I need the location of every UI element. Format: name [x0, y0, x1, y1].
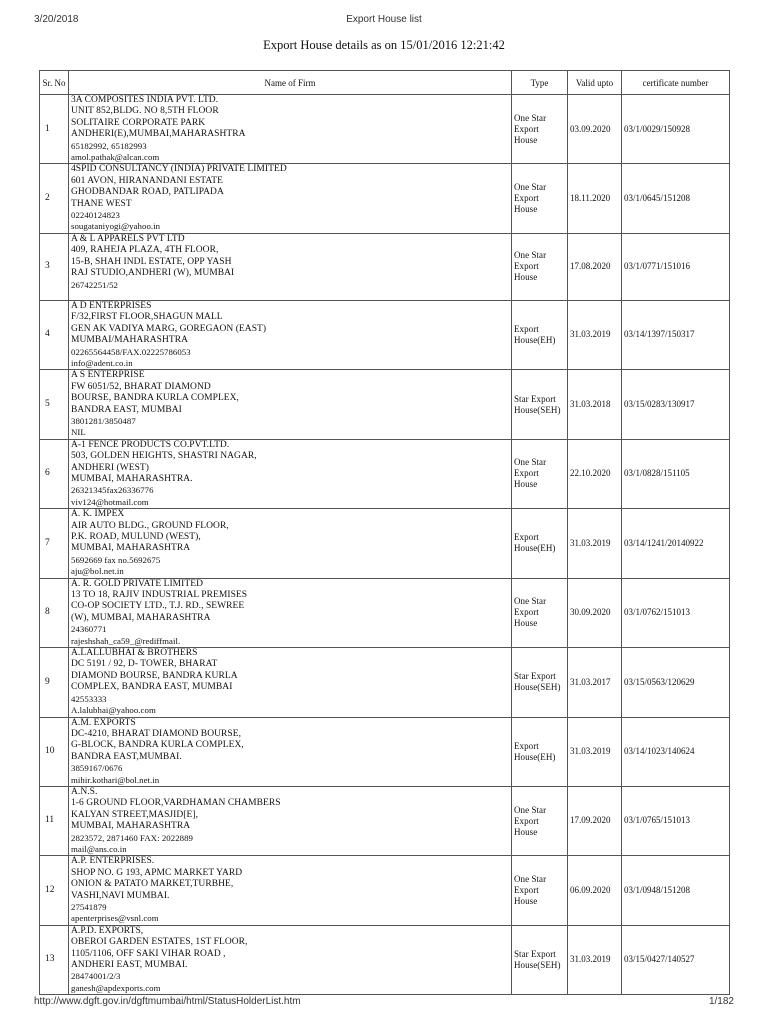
firm-details-cell: [69, 370, 512, 439]
type-line: House: [514, 272, 538, 283]
firm-detail-line: A.lalubhai@yahoo.com: [71, 705, 156, 716]
firm-detail-line: GHODBANDAR ROAD, PATLIPADA: [71, 187, 224, 198]
certificate-number-cell: 03/1/0771/151016: [622, 233, 730, 300]
type-cell: [512, 717, 568, 786]
valid-upto-cell: 31.03.2018: [568, 370, 622, 439]
firm-details-cell: [69, 648, 512, 717]
certificate-number-cell: 03/1/0762/151013: [622, 578, 730, 647]
valid-upto-cell: 03.09.2020: [568, 95, 622, 164]
type-cell: [512, 509, 568, 578]
type-cell: [512, 370, 568, 439]
type-line: House(SEH): [514, 960, 561, 971]
certificate-number-cell: 03/1/0948/151208: [622, 856, 730, 925]
firm-detail-line: 2823572, 2871460 FAX: 2022889: [71, 832, 194, 843]
firm-detail-line: FW 6051/52, BHARAT DIAMOND: [71, 381, 211, 392]
table-row: [40, 300, 730, 369]
firm-detail-line: MUMBAI, MAHARASHTRA: [71, 543, 191, 554]
type-line: Export: [514, 740, 539, 751]
type-line: House: [514, 134, 538, 145]
valid-upto-cell: 31.03.2019: [568, 509, 622, 578]
firm-detail-line: apenterprises@vsnl.com: [71, 913, 159, 924]
firm-detail-line: 26321345fax26336776: [71, 485, 154, 496]
table-row: [40, 786, 730, 855]
firm-detail-line: (W), MUMBAI, MAHARASHTRA: [71, 612, 211, 623]
firm-name: 4SPID CONSULTANCY (INDIA) PRIVATE LIMITED: [71, 164, 287, 175]
type-line: Export: [514, 468, 539, 479]
table-row: [40, 439, 730, 508]
serial-number-cell: 12: [40, 856, 69, 925]
firm-detail-line: SOLITAIRE CORPORATE PARK: [71, 117, 206, 128]
firm-detail-line: MUMBAI/MAHARASHTRA: [71, 335, 189, 346]
firm-detail-line: THANE WEST: [71, 198, 132, 209]
status-holder-table-wrap: [39, 70, 729, 995]
type-line: One Star: [514, 250, 547, 261]
type-cell: [512, 233, 568, 300]
firm-details-cell: [69, 925, 512, 994]
firm-name: A. R. GOLD PRIVATE LIMITED: [71, 578, 204, 589]
type-line: House(EH): [514, 543, 556, 554]
firm-name: A.N.S.: [71, 786, 98, 797]
certificate-number-cell: 03/1/0029/150928: [622, 95, 730, 164]
firm-detail-line: 13 TO 18, RAJIV INDUSTRIAL PREMISES: [71, 590, 248, 601]
type-line: House: [514, 618, 538, 629]
firm-detail-line: info@adent.co.in: [71, 357, 133, 368]
type-line: One Star: [514, 596, 547, 607]
print-header: [34, 14, 734, 28]
table-row: [40, 578, 730, 647]
firm-detail-line: 28474001/2/3: [71, 971, 121, 982]
firm-detail-line: ANDHERI EAST, MUMBAI.: [71, 960, 188, 971]
table-row: [40, 717, 730, 786]
firm-detail-line: GEN AK VADIYA MARG, GOREGAON (EAST): [71, 323, 267, 334]
type-line: House(SEH): [514, 682, 561, 693]
firm-detail-line: DIAMOND BOURSE, BANDRA KURLA: [71, 670, 238, 681]
firm-name: A.LALLUBHAI & BROTHERS: [71, 648, 198, 659]
firm-detail-line: P.K. ROAD, MULUND (WEST),: [71, 532, 201, 542]
firm-name: A.M. EXPORTS: [71, 717, 136, 728]
certificate-number-cell: 03/14/1023/140624: [622, 717, 730, 786]
firm-name: A-1 FENCE PRODUCTS CO.PVT.LTD.: [71, 439, 230, 450]
table-row: [40, 925, 730, 994]
type-cell: [512, 925, 568, 994]
serial-number-cell: 9: [40, 648, 69, 717]
page-heading: Export House details as on 15/01/2016 12:21:42: [263, 38, 505, 52]
table-body: [40, 95, 730, 995]
serial-number-cell: 7: [40, 509, 69, 578]
valid-upto-cell: 17.08.2020: [568, 233, 622, 300]
firm-detail-line: amol.pathak@alcan.com: [71, 152, 160, 163]
firm-detail-line: rajeshshah_ca59_@rediffmail.: [71, 635, 181, 646]
print-doc-title: Export House list: [346, 14, 422, 25]
print-page-number: 1/182: [708, 996, 734, 1007]
firm-detail-line: F/32,FIRST FLOOR,SHAGUN MALL: [71, 312, 223, 323]
type-cell: [512, 300, 568, 369]
table-row: [40, 856, 730, 925]
print-date: 3/20/2018: [34, 14, 79, 25]
serial-number-cell: 10: [40, 717, 69, 786]
firm-detail-line: VASHI,NAVI MUMBAI.: [71, 890, 170, 901]
print-footer: [34, 996, 734, 1010]
firm-detail-line: sougataniyogi@yahoo.in: [71, 221, 161, 232]
table-row: [40, 164, 730, 233]
table-header-row: [40, 71, 730, 95]
serial-number-cell: 13: [40, 925, 69, 994]
type-line: House: [514, 826, 538, 837]
firm-detail-line: 503, GOLDEN HEIGHTS, SHASTRI NAGAR,: [71, 451, 257, 462]
firm-detail-line: CO-OP SOCIETY LTD., T.J. RD., SEWREE: [71, 601, 245, 612]
firm-detail-line: 65182992, 65182993: [71, 140, 147, 151]
firm-detail-line: 42553333: [71, 693, 107, 704]
firm-detail-line: ANDHERI (WEST): [71, 462, 150, 473]
valid-upto-cell: 30.09.2020: [568, 578, 622, 647]
type-cell: [512, 578, 568, 647]
firm-detail-line: 24360771: [71, 624, 107, 635]
firm-detail-line: 409, RAHEJA PLAZA, 4TH FLOOR,: [71, 245, 219, 256]
type-line: Star Export: [514, 671, 556, 682]
type-line: Export: [514, 261, 539, 272]
firm-name: A & L APPARELS PVT LTD: [71, 233, 185, 244]
firm-detail-line: OBEROI GARDEN ESTATES, 1ST FLOOR,: [71, 937, 248, 948]
type-line: Export: [514, 607, 539, 618]
certificate-number-cell: 03/14/1397/150317: [622, 300, 730, 369]
firm-detail-line: BANDRA EAST, MUMBAI: [71, 404, 182, 415]
type-cell: [512, 164, 568, 233]
type-cell: [512, 856, 568, 925]
firm-detail-line: 26742251/52: [71, 279, 118, 290]
column-header-sno: Sr. No: [40, 71, 69, 95]
firm-detail-line: G-BLOCK, BANDRA KURLA COMPLEX,: [71, 740, 244, 751]
firm-detail-line: ganesh@apdexports.com: [71, 982, 161, 993]
serial-number-cell: 5: [40, 370, 69, 439]
serial-number-cell: 2: [40, 164, 69, 233]
certificate-number-cell: 03/1/0765/151013: [622, 786, 730, 855]
firm-detail-line: mihir.kothari@bol.net.in: [71, 774, 160, 785]
certificate-number-cell: 03/1/0645/151208: [622, 164, 730, 233]
firm-details-cell: [69, 717, 512, 786]
table-row: [40, 95, 730, 164]
firm-name: 3A COMPOSITES INDIA PVT. LTD.: [71, 95, 219, 105]
firm-name: A D ENTERPRISES: [71, 300, 152, 311]
valid-upto-cell: 17.09.2020: [568, 786, 622, 855]
type-line: One Star: [514, 457, 547, 468]
valid-upto-cell: 18.11.2020: [568, 164, 622, 233]
type-line: Export: [514, 123, 539, 134]
type-line: One Star: [514, 804, 547, 815]
firm-detail-line: BANDRA EAST,MUMBAI.: [71, 751, 182, 762]
type-line: House: [514, 204, 538, 215]
firm-detail-line: 02265564458/FAX.02225786053: [71, 346, 191, 357]
firm-detail-line: MUMBAI, MAHARASHTRA.: [71, 473, 193, 484]
firm-detail-line: DC-4210, BHARAT DIAMOND BOURSE,: [71, 728, 242, 739]
type-line: House(EH): [514, 335, 556, 346]
firm-details-cell: [69, 95, 512, 164]
firm-detail-line: NIL: [71, 427, 86, 438]
firm-detail-line: DC 5191 / 92, D- TOWER, BHARAT: [71, 659, 218, 670]
firm-details-cell: [69, 856, 512, 925]
firm-detail-line: aju@bol.net.in: [71, 566, 124, 577]
firm-detail-line: 1105/1106, OFF SAKI VIHAR ROAD ,: [71, 948, 226, 959]
serial-number-cell: 6: [40, 439, 69, 508]
column-header-type: Type: [512, 71, 568, 95]
serial-number-cell: 11: [40, 786, 69, 855]
firm-detail-line: ANDHERI(E),MUMBAI,MAHARASHTRA: [71, 129, 246, 140]
certificate-number-cell: 03/14/1241/20140922: [622, 509, 730, 578]
type-line: Star Export: [514, 949, 556, 960]
type-line: Export: [514, 885, 539, 896]
valid-upto-cell: 31.03.2019: [568, 717, 622, 786]
type-cell: [512, 439, 568, 508]
firm-details-cell: [69, 233, 512, 300]
type-line: One Star: [514, 874, 547, 885]
firm-details-cell: [69, 786, 512, 855]
firm-detail-line: 02240124823: [71, 210, 120, 221]
firm-detail-line: SHOP NO. G 193, APMC MARKET YARD: [71, 867, 243, 878]
firm-detail-line: viv124@hotmail.com: [71, 496, 149, 507]
firm-name: A S ENTERPRISE: [71, 370, 145, 381]
valid-upto-cell: 22.10.2020: [568, 439, 622, 508]
type-line: One Star: [514, 112, 547, 123]
firm-name: A.P. ENTERPRISES.: [71, 856, 155, 867]
table-row: [40, 370, 730, 439]
type-line: House: [514, 896, 538, 907]
type-line: House(EH): [514, 751, 556, 762]
valid-upto-cell: 31.03.2017: [568, 648, 622, 717]
firm-detail-line: MUMBAI, MAHARASHTRA: [71, 821, 191, 832]
type-line: Star Export: [514, 393, 556, 404]
firm-name: A.P.D. EXPORTS,: [71, 925, 144, 936]
type-line: Export: [514, 532, 539, 543]
serial-number-cell: 8: [40, 578, 69, 647]
firm-detail-line: COMPLEX, BANDRA EAST, MUMBAI: [71, 682, 233, 693]
firm-details-cell: [69, 509, 512, 578]
firm-detail-line: AIR AUTO BLDG., GROUND FLOOR,: [71, 520, 229, 531]
certificate-number-cell: 03/15/0563/120629: [622, 648, 730, 717]
valid-upto-cell: 31.03.2019: [568, 925, 622, 994]
column-header-valid: Valid upto: [568, 71, 622, 95]
firm-detail-line: 601 AVON, HIRANANDANI ESTATE: [71, 175, 223, 186]
table-row: [40, 648, 730, 717]
table-row: [40, 509, 730, 578]
type-cell: [512, 648, 568, 717]
type-cell: [512, 95, 568, 164]
status-holder-table: [39, 70, 730, 995]
firm-detail-line: UNIT 852,BLDG. NO 8,5TH FLOOR: [71, 106, 219, 117]
firm-detail-line: mail@ans.co.in: [71, 843, 127, 854]
serial-number-cell: 4: [40, 300, 69, 369]
certificate-number-cell: 03/1/0828/151105: [622, 439, 730, 508]
column-header-name: Name of Firm: [69, 71, 512, 95]
valid-upto-cell: 06.09.2020: [568, 856, 622, 925]
firm-detail-line: ONION & PATATO MARKET,TURBHE,: [71, 879, 234, 890]
type-line: Export: [514, 193, 539, 204]
firm-details-cell: [69, 439, 512, 508]
serial-number-cell: 3: [40, 233, 69, 300]
firm-detail-line: KALYAN STREET,MASJID[E],: [71, 809, 198, 820]
firm-details-cell: [69, 164, 512, 233]
firm-details-cell: [69, 300, 512, 369]
type-line: House: [514, 479, 538, 490]
print-url: http://www.dgft.gov.in/dgftmumbai/html/StatusHolderList.htm: [34, 996, 301, 1007]
type-cell: [512, 786, 568, 855]
firm-detail-line: RAJ STUDIO,ANDHERI (W), MUMBAI: [71, 268, 235, 279]
firm-detail-line: BOURSE, BANDRA KURLA COMPLEX,: [71, 393, 239, 404]
table-row: [40, 233, 730, 300]
type-line: Export: [514, 815, 539, 826]
type-line: Export: [514, 324, 539, 335]
firm-detail-line: 1-6 GROUND FLOOR,VARDHAMAN CHAMBERS: [71, 798, 281, 809]
firm-name: A. K. IMPEX: [71, 509, 125, 520]
firm-detail-line: 3801281/3850487: [71, 415, 136, 426]
column-header-cert: certificate number: [622, 71, 730, 95]
certificate-number-cell: 03/15/0427/140527: [622, 925, 730, 994]
firm-detail-line: 27541879: [71, 902, 107, 912]
type-line: One Star: [514, 182, 547, 193]
valid-upto-cell: 31.03.2019: [568, 300, 622, 369]
serial-number-cell: 1: [40, 95, 69, 164]
firm-details-cell: [69, 578, 512, 647]
type-line: House(SEH): [514, 404, 561, 415]
certificate-number-cell: 03/15/0283/130917: [622, 370, 730, 439]
firm-detail-line: 5692669 fax no.5692675: [71, 554, 161, 565]
firm-detail-line: 15-B, SHAH INDL ESTATE, OPP YASH: [71, 256, 232, 267]
firm-detail-line: 3859167/0676: [71, 763, 123, 774]
